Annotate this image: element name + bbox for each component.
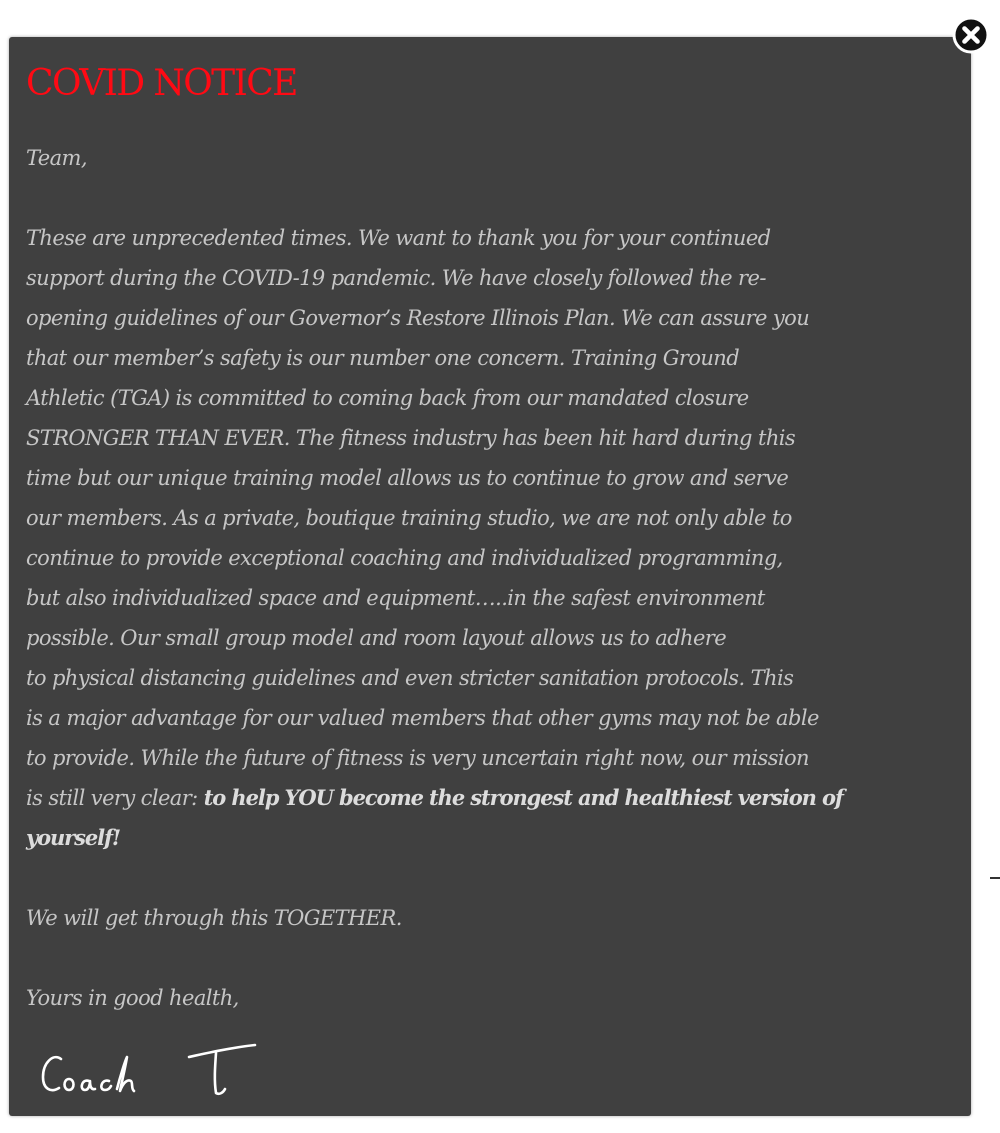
body-line: continue to provide exceptional coaching and individualized programming,: [26, 546, 783, 570]
body-line-mission: [26, 778, 964, 818]
closing-text: Yours in good health,: [26, 986, 239, 1010]
modal-content: [26, 59, 964, 1018]
body-line: support during the COVID-19 pandemic. We have closely followed the re-: [26, 266, 766, 290]
body-line: to provide. While the future of fitness is very uncertain right now, our mission: [26, 746, 809, 770]
notice-body: [26, 218, 964, 858]
mission-statement: to help YOU become the strongest and healthiest version of: [203, 785, 843, 810]
body-line: opening guidelines of our Governor’s Restore Illinois Plan. We can assure you: [26, 306, 810, 330]
mission-lead-text: is still very clear:: [26, 786, 204, 810]
signature-image: [39, 1039, 269, 1105]
mission-statement-end: yourself!: [26, 825, 121, 850]
body-line: These are unprecedented times. We want to thank you for your continued: [26, 226, 771, 250]
body-line: that our member’s safety is our number one concern. Training Ground: [26, 346, 740, 370]
body-line: to physical distancing guidelines and even stricter sanitation protocols. This: [26, 666, 794, 690]
body-line: time but our unique training model allows us to continue to grow and serve: [26, 466, 789, 490]
covid-notice-modal: [9, 37, 971, 1116]
greeting-text: Team,: [26, 146, 87, 170]
body-line: but also individualized space and equipment…..in the safest environment: [26, 586, 765, 610]
page-edge-divider: [990, 877, 1000, 879]
body-line: STRONGER THAN EVER. The fitness industry has been hit hard during this: [26, 426, 796, 450]
body-line: our members. As a private, boutique training studio, we are not only able to: [26, 506, 792, 530]
body-line: is a major advantage for our valued members that other gyms may not be able: [26, 706, 819, 730]
close-button[interactable]: [951, 15, 991, 55]
notice-title: COVID NOTICE: [26, 63, 297, 104]
close-x-icon[interactable]: [951, 15, 991, 55]
body-line: Athletic (TGA) is committed to coming back from our mandated closure: [26, 386, 749, 410]
together-text: We will get through this TOGETHER.: [26, 906, 402, 930]
body-line: possible. Our small group model and room layout allows us to adhere: [26, 626, 727, 650]
